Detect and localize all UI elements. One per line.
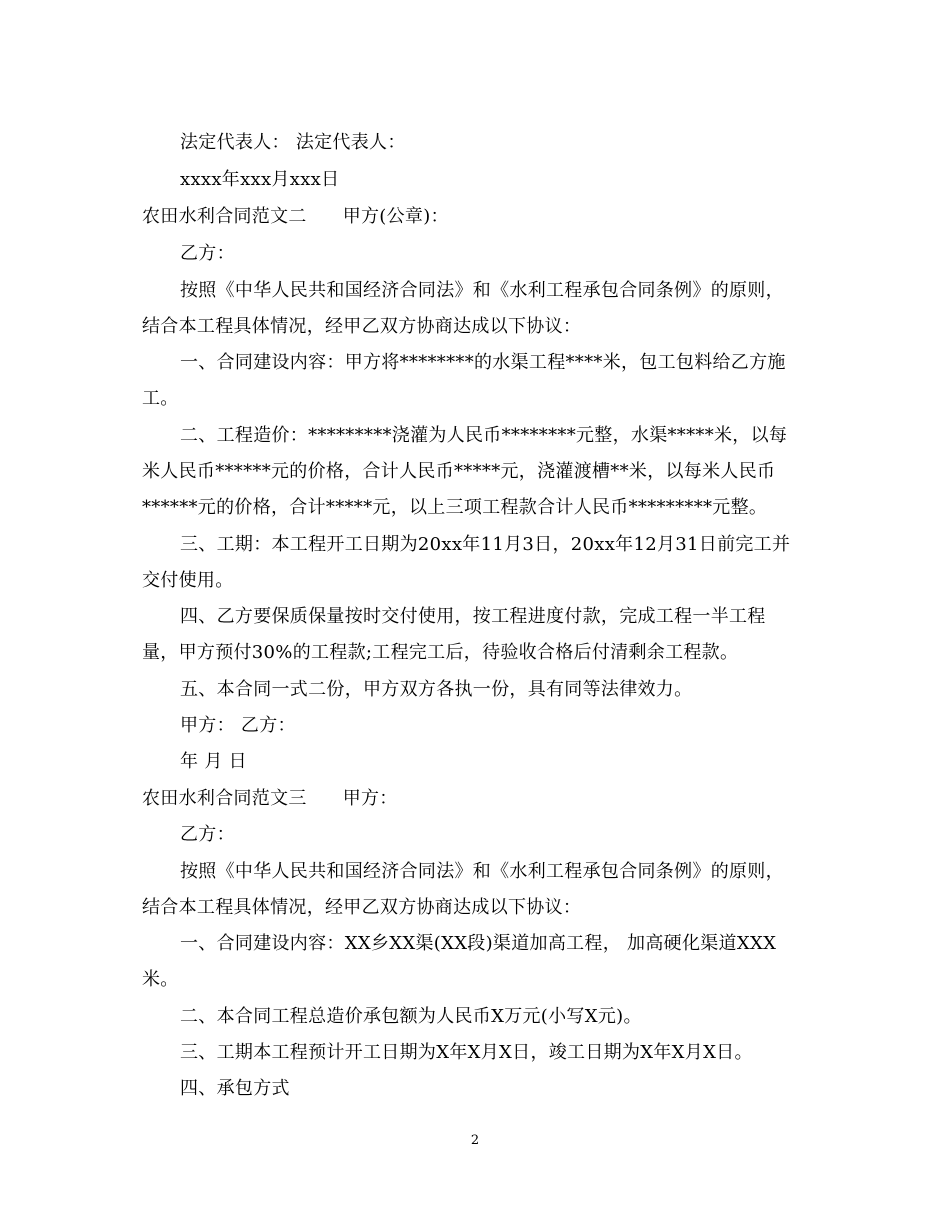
party-b-label-2: 乙方： [180, 243, 235, 264]
clause-2-line-2: 米人民币******元的价格，合计人民币*****元，浇灌渡槽**米，以每米人民币 [142, 461, 776, 482]
signature-date: 年 月 日 [180, 751, 247, 772]
signature-parties: 甲方： 乙方： [180, 715, 296, 736]
signature-date-placeholder: xxxx年xxx月xxx日 [180, 169, 340, 190]
preamble-line-2: 结合本工程具体情况，经甲乙双方协商达成以下协议： [142, 316, 582, 337]
party-a-label-2: 甲方(公章)： [342, 206, 449, 227]
clause-1-line-2: 工。 [142, 388, 179, 409]
clause-3-4: 四、承包方式 [180, 1078, 290, 1099]
preamble-3-line-2: 结合本工程具体情况，经甲乙双方协商达成以下协议： [142, 897, 582, 918]
preamble-3-line-1: 按照《中华人民共和国经济合同法》和《水利工程承包合同条例》的原则， [180, 861, 784, 882]
clause-2-line-3: ******元的价格，合计*****元，以上三项工程款合计人民币*********元整。 [142, 497, 768, 518]
section-title-2: 农田水利合同范文二 [142, 206, 307, 227]
clause-2-line-1: 二、工程造价：*********浇灌为人民币********元整，水渠*****米，以每 [180, 425, 788, 446]
party-a-label-3: 甲方： [342, 788, 398, 809]
section-title-3: 农田水利合同范文三 [142, 788, 307, 809]
page-number: 2 [470, 1133, 480, 1148]
section-heading-2 [142, 205, 449, 229]
clause-3-line-2: 交付使用。 [142, 570, 234, 591]
signature-representatives: 法定代表人： 法定代表人： [180, 132, 406, 153]
preamble-line-1: 按照《中华人民共和国经济合同法》和《水利工程承包合同条例》的原则， [180, 280, 784, 301]
clause-3-line-1: 三、工期：本工程开工日期为20xx年11月3日，20xx年12月31日前完工并 [180, 534, 791, 555]
clause-3-1-line-2: 米。 [142, 969, 179, 990]
clause-5-line-1: 五、本合同一式二份，甲方双方各执一份，具有同等法律效力。 [180, 679, 693, 700]
party-b-label-3: 乙方： [180, 824, 235, 845]
clause-3-2: 二、本合同工程总造价承包额为人民币X万元(小写X元)。 [180, 1006, 642, 1027]
clause-3-1-line-1: 一、合同建设内容：XX乡XX渠(XX段)渠道加高工程， 加高硬化渠道XXX [180, 933, 777, 954]
clause-4-line-1: 四、乙方要保质保量按时交付使用，按工程进度付款，完成工程一半工程 [180, 606, 766, 627]
clause-3-3: 三、工期本工程预计开工日期为X年X月X日，竣工日期为X年X月X日。 [180, 1042, 753, 1063]
clause-1-line-1: 一、合同建设内容：甲方将********的水渠工程****米，包工包料给乙方施 [180, 352, 786, 373]
section-heading-3 [142, 787, 398, 811]
clause-4-line-2: 量，甲方预付30%的工程款;工程完工后，待验收合格后付清剩余工程款。 [142, 642, 739, 663]
